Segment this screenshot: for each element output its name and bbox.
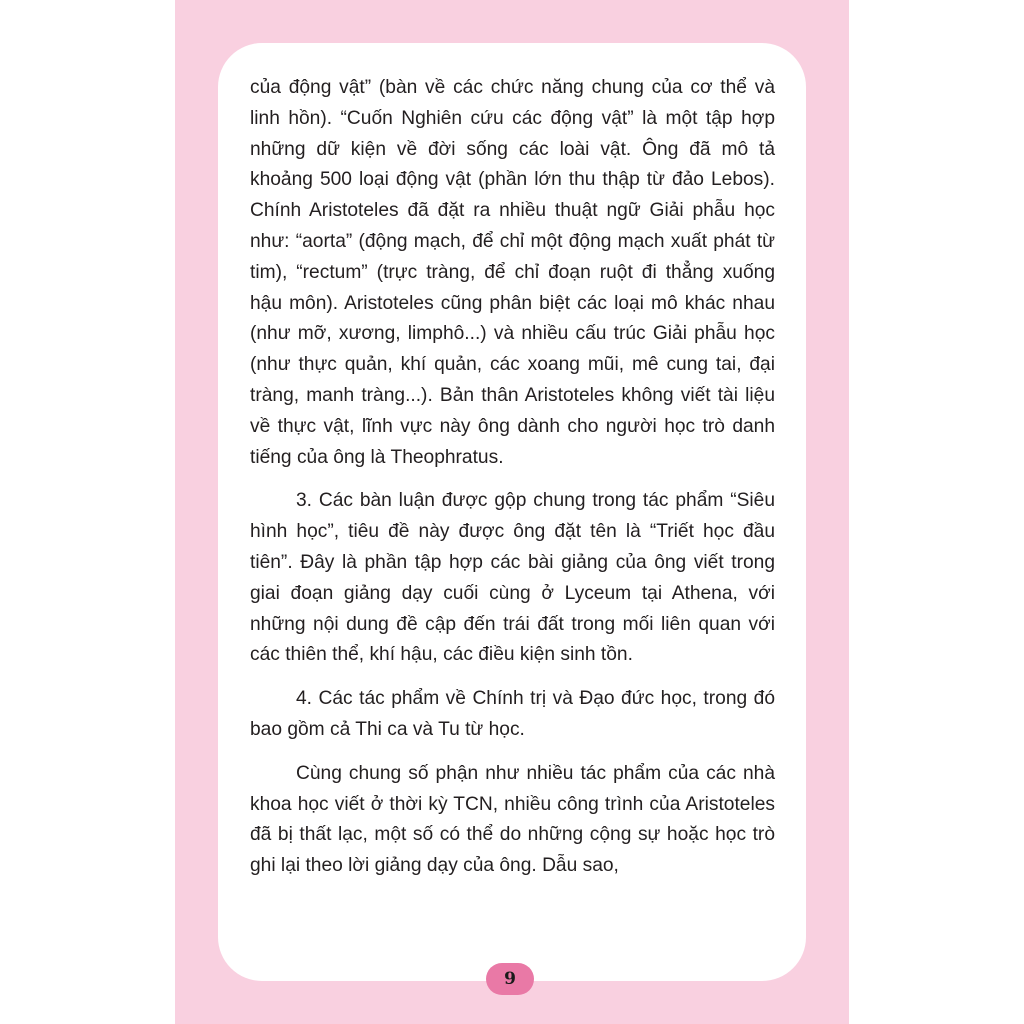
paragraph-1: của động vật” (bàn về các chức năng chung của cơ thể và linh hồn). “Cuốn Nghiên cứu các động vật” là một tập hợp những dữ kiện về đời sống các loài vật. Ông đã mô tả khoảng 500 loại động vật (phần lớn thu thập từ đảo Lebos). Chính Aristoteles đã đặt ra nhiều thuật ngữ Giải phẫu học như: “aorta” (động mạch, để chỉ một động mạch xuất phát từ tim), “rectum” (trực tràng, để chỉ đoạn ruột đi thẳng xuống hậu môn). Aristoteles cũng phân biệt các loại mô khác nhau (như mỡ, xương, limphô...) và nhiều cấu trúc Giải phẫu học (như thực quản, khí quản, các xoang mũi, mê cung tai, đại tràng, manh tràng...). Bản thân Aristoteles không viết tài liệu về thực vật, lĩnh vực này ông dành cho người học trò danh tiếng của ông là Theophratus. [250,77,775,468]
book-page [175,0,849,1024]
paragraph-4: Cùng chung số phận như nhiều tác phẩm của các nhà khoa học viết ở thời kỳ TCN, nhiều công trình của Aristoteles đã bị thất lạc, một số có thể do những cộng sự hoặc học trò ghi lại theo lời giảng dạy của ông. Dẫu sao, [250,762,775,877]
paragraph-3: 4. Các tác phẩm về Chính trị và Đạo đức học, trong đó bao gồm cả Thi ca và Tu từ học. [250,688,775,740]
text-card [218,43,806,981]
body-text [250,73,775,882]
paragraph-2: 3. Các bàn luận được gộp chung trong tác phẩm “Siêu hình học”, tiêu đề này được ông đặt tên là “Triết học đầu tiên”. Đây là phần tập hợp các bài giảng của ông viết trong giai đoạn giảng dạy cuối cùng ở Lyceum tại Athena, với những nội dung đề cập đến trái đất trong mối liên quan với các thiên thể, khí hậu, các điều kiện sinh tồn. [250,490,775,666]
page-number-badge: 9 [486,963,534,995]
